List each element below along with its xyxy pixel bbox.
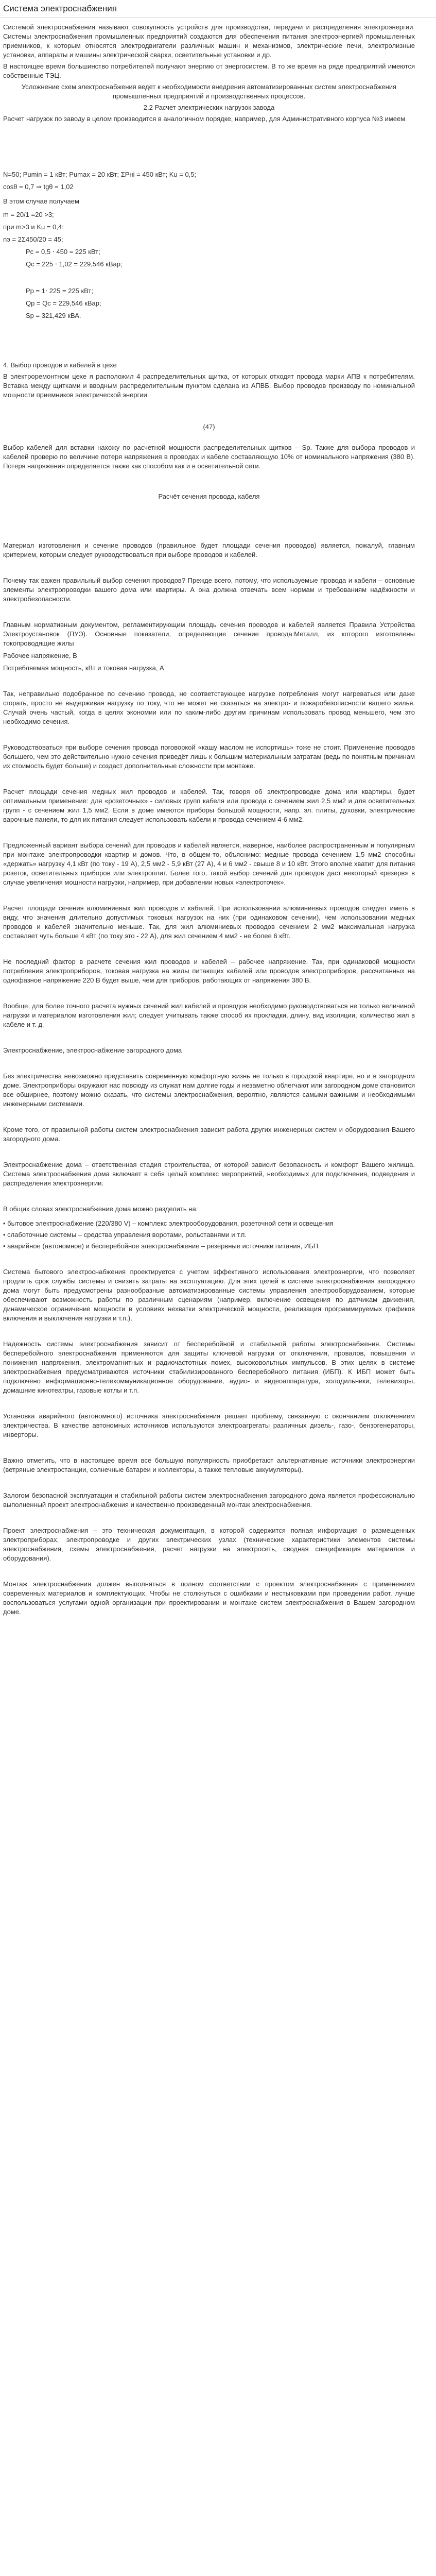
section-heading: Расчёт сечения провода, кабеля — [158, 493, 260, 500]
paragraph: Системой электроснабжения называют совокупность устройств для производства, передачи и распределения электроэнергии. Системы электроснабжения промышленных предприятий создаются для обеспечения питания электроэнергией промышленных приемников, к которым относятся электродвигатели различных машин и механизмов, электрические печи, электролизные установки, аппараты и машины электрической сварки, осветительные установки и др. — [3, 23, 415, 59]
paragraph: Расчет нагрузок по заводу в целом производится в аналогичном порядке, например, для Административного корпуса №3 имеем — [3, 115, 406, 123]
paragraph: Руководствоваться при выборе сечения провода поговоркой «кашу маслом не испортишь» тоже не стоит. Применение проводов большего, чем это действительно нужно сечения приведёт лишь к большим материальным затратам (ведь по понятным причинам их стоимость будет больше) и создаст дополнительные сложности при монтаже. — [3, 743, 415, 770]
paragraph: Рабочее напряжение, В — [3, 652, 77, 659]
wire-selection-section — [3, 361, 415, 402]
paragraph: Не последний фактор в расчете сечения жил проводов и кабелей – рабочее напряжение. Так, при одинаковой мощности потребления электроприборов, токовая нагрузка на жилы питающих кабелей или проводов электроприборов, рассчитанных на однофазное напряжение 220 В будет выше, чем для приборов, работающих от напряжения 380 В. — [3, 958, 415, 984]
formula-line: N=50; Pumin = 1 кВт; Pumax = 20 кВт; ΣPнi = 450 кВт; Ku = 0,5; — [3, 171, 197, 178]
formula-line: m = 20/1 =20 >3; — [3, 211, 54, 218]
formula-line: Qp = Qc = 229,546 кВар; — [26, 299, 101, 307]
equation-label: (47) — [203, 423, 215, 431]
list-item: • бытовое электроснабжение (220/380 V) – комплекс электрооборудования, розеточной сети и освещения — [3, 1219, 334, 1227]
paragraph: Электроснабжение дома – ответственная стадия строительства, от которой зависит безопасность и комфорт Вашего жилища. Система электроснабжения дома включает в себя целый комплекс мероприятий, необходимых для подключения, подведения и распределения электроэнергии. — [3, 1161, 415, 1187]
list-item: • аварийное (автономное) и бесперебойное электроснабжение – резервные источники питания, ИБП — [3, 1242, 319, 1250]
paragraph: Проект электроснабжения – это техническая документация, в которой содержится полная информация о размещенных электроприборах, электропроводке и других электрических узлах (технические характеристики элементов системы электроснабжения, схемы электроснабжения, расчет нагрузки на электросеть, сводная спецификация материалов и оборудования). — [3, 1527, 415, 1562]
section-heading: 2.2 Расчет электрических нагрузок завода — [143, 104, 275, 111]
paragraph: Предложенный вариант выбора сечений для проводов и кабелей является, наверное, наиболее распространенным и популярным при монтаже электропроводки квартир и домов. Что, в общем-то, объяснимо: медные провода сечением 1,5 мм2 способны «держать» нагрузку 4,1 кВт (по току - 19 А), 2,5 мм2 - 5,9 кВт (27 А), 4 и 6 мм2 - свыше 8 и 10 кВт. Этого вполне хватит для питания розеток, осветительных приборов или электроплит. Более того, такой выбор сечений для проводов даст некоторый «резерв» в случае увеличения мощности нагрузки, например, при добавлении новых «электроточек». — [3, 841, 415, 886]
formula-line: при m>3 и Ku = 0,4: — [3, 223, 64, 231]
paragraph: Надежность системы электроснабжения зависит от бесперебойной и стабильной работы электроснабжения. Системы бесперебойного электроснабжения применяются для защиты ключевой нагрузки от отключения, провалов, повышения и понижения напряжения, электромагнитных и радиочастотных помех, высоковольтных импульсов. В этих целях в системе электроснабжения предусматриваются источники стабилизированного бесперебойного питания (ИБП). К ИБП может быть подключено информационно-телекоммуникационное оборудование, аудио- и видеоаппаратура, холодильники, телевизоры, домашние кинотеатры, газовые котлы и т.п. — [3, 1340, 415, 1394]
formula-line: Qc = 225 ⋅ 1,02 = 229,546 кВар; — [26, 260, 123, 268]
equation-number — [3, 422, 415, 434]
paragraph: Без электричества невозможно представить современную комфортную жизнь не только в городской квартире, но и в загородном доме. Электроприборы окружают нас повсюду из служат нам долгие годы и незаметно облегчают или загородном доме становится все обширнее, поэтому можно сказать, что системы электроснабжения, вероятно, являются самыми важными и необходимыми инженерными системами. — [3, 1072, 415, 1108]
paragraph: В электроремонтном цехе я расположил 4 распределительных щитка, от которых отходят провода марки АПВ к потребителям. Вставка между щитками и вводным распределительным пунктом сделана из АПВБ. Выбор проводов производу по номинальной мощности приемников электрической энергии. — [3, 372, 415, 399]
cable-check-section — [3, 443, 415, 473]
paragraph: Так, неправильно подобранное по сечению провода, не соответствующее нагрузке потребления могут нагреваться или даже сгорать, просто не выдерживая нагрузку по току, что не может не сказаться на электро- и пожаробезопасности вашего жилья. Случай очень частый, когда в целях экономии или по каким-либо другим причинам использовать провод меньшего, чем это необходимо сечения. — [3, 690, 415, 725]
paragraph: Система бытового электроснабжения проектируется с учетом эффективного использования электроэнергии, что позволяет продлить срок службы системы и снизить затраты на эксплуатацию. Для этих целей в системе электроснабжения загородного дома могут быть предусмотрены разнообразные автоматизированные системы управления электрооборудованием, которые обеспечивают возможность работы по различным сценариям (например, включение освещения по датчикам движения, динамическое ограничение мощности в условиях нехватки электрической мощности, реализация программируемых графиков включения и выключения нагрузки и т.п.). — [3, 1268, 415, 1322]
formula-line: Pp = 1⋅ 225 = 225 кВт; — [26, 287, 93, 295]
paragraph: В настоящее время большинство потребителей получают энергию от энергосистем. В то же время на ряде предприятий имеются собственные ТЭЦ. — [3, 62, 415, 79]
paragraph: Усложнение схем электроснабжения ведет к необходимости внедрения автоматизированных систем электроснабжения промышленных предприятий и производственных процессов. — [21, 83, 397, 100]
paragraph: Потребляемая мощность, кВт и токовая нагрузка, А — [3, 664, 164, 672]
formula-line: cosθ = 0,7 ⇒ tgθ = 1,02 — [3, 183, 74, 191]
list-item: • слаботочные системы – средства управления воротами, рольставнями и т.п. — [3, 1231, 247, 1239]
paragraph: Монтаж электроснабжения должен выполняться в полном соответствии с проектом электроснабжения с применением современных материалов и комплектующих. Чтобы не столкнуться с ошибками и нестыковками при проведении работ, лучше воспользоваться услугами одной организации при проектировании и монтаже систем электроснабжения в Вашем загородном доме. — [3, 1580, 415, 1616]
paragraph: Материал изготовления и сечение проводов (правильное будет площади сечения проводов) является, пожалуй, главным критерием, которым следует руководствоваться при выборе проводов и кабелей. — [3, 541, 415, 558]
formula-line: Pc = 0,5 ⋅ 450 = 225 кВт; — [26, 248, 100, 256]
formula-line: Sp = 321,429 кВА. — [26, 312, 81, 319]
formula-section — [3, 170, 415, 320]
article-body — [3, 541, 415, 1633]
intro-section — [3, 23, 415, 126]
paragraph: Вообще, для более точного расчета нужных сечений жил кабелей и проводов необходимо руководствоваться не только величиной нагрузки и материалом изготовления жил; следует учитывать также способ их прокладки, длину, вид изоляции, количество жил в кабеле и т. д. — [3, 1002, 415, 1028]
formula-line: nэ = 2Σ450/20 = 45; — [3, 235, 63, 243]
paragraph: Важно отметить, что в настоящее время все большую популярность приобретают альтернативные источники электроэнергии (ветряные электростанции, солнечные батареи и коллекторы, а также тепловые аккумуляторы). — [3, 1456, 415, 1473]
calc-title-section — [3, 492, 415, 503]
paragraph: Залогом безопасной эксплуатации и стабильной работы систем электроснабжения загородного дома является профессионально выполненный проект электроснабжения и качественно произведенный монтаж электроснабжения. — [3, 1492, 415, 1509]
paragraph: Выбор кабелей для вставки нахожу по расчетной мощности распределительных щитков – Sp. Также для выбора проводов и кабелей проверю по величине потеря напряжения в проводах и кабеле составляющую 10% от номинального напряжения (380 В). Потеря напряжения определяется также как способом как и в осветительной сети. — [3, 444, 415, 470]
section-heading: Электроснабжение, электроснабжение загородного дома — [3, 1046, 182, 1054]
paragraph: В общих словах электроснабжение дома можно разделить на: — [3, 1205, 198, 1213]
paragraph: Почему так важен правильный выбор сечения проводов? Прежде всего, потому, что используемые провода и кабели – основные элементы электропроводки вашего дома или квартиры. А она должна отвечать всем нормам и требованиям надёжности и электробезопасности. — [3, 577, 415, 603]
paragraph: Расчет площади сечения алюминиевых жил проводов и кабелей. При использовании алюминиевых проводов следует иметь в виду, что значения длительно допустимых токовых нагрузок на них (при одинаковом сечении), чем использовании медных проводов и кабелей значительно меньше. Так, для жил алюминиевых проводов сечением 2 мм2 максимальная нагрузка составляет чуть больше 4 кВт (по току это - 22 А), для жил сечением 4 мм2 - не более 6 кВт. — [3, 904, 415, 940]
section-heading: 4. Выбор проводов и кабелей в цехе — [3, 361, 117, 369]
bullet-list — [3, 1219, 415, 1251]
paragraph: Кроме того, от правильной работы систем электроснабжения зависит работа других инженерных систем и оборудования Вашего загородного дома. — [3, 1126, 415, 1143]
paragraph: Главным нормативным документом, регламентирующим площадь сечения проводов и кабелей является Правила Устройства Электроустановок (ПУЭ). Основные показатели, определяющие сечение провода:Металл, из которого изготовлены токопроводящие жилы — [3, 621, 415, 647]
page-title: Система электроснабжения — [0, 0, 436, 18]
paragraph: В этом случае получаем — [3, 197, 79, 205]
paragraph: Установка аварийного (автономного) источника электроснабжения решает проблему, связанную с окончанием отключением электричества. В качестве автономных источников используются электроагрегаты различных дизель-, газо-, бензогенераторы, инверторы. — [3, 1412, 415, 1438]
paragraph: Расчет площади сечения медных жил проводов и кабелей. Так, говоря об электропроводке дома или квартиры, будет оптимальным применение: для «розеточных» - силовых групп кабеля или провода с сечением жил 2,5 мм2 и для осветительных групп - с сечением жил 1,5 мм2. Если в доме имеются приборы большой мощности, напр. эл. плиты, духовки, электрические варочные панели, то для их питания следует использовать кабели и провода сечением 4-6 мм2. — [3, 788, 415, 823]
